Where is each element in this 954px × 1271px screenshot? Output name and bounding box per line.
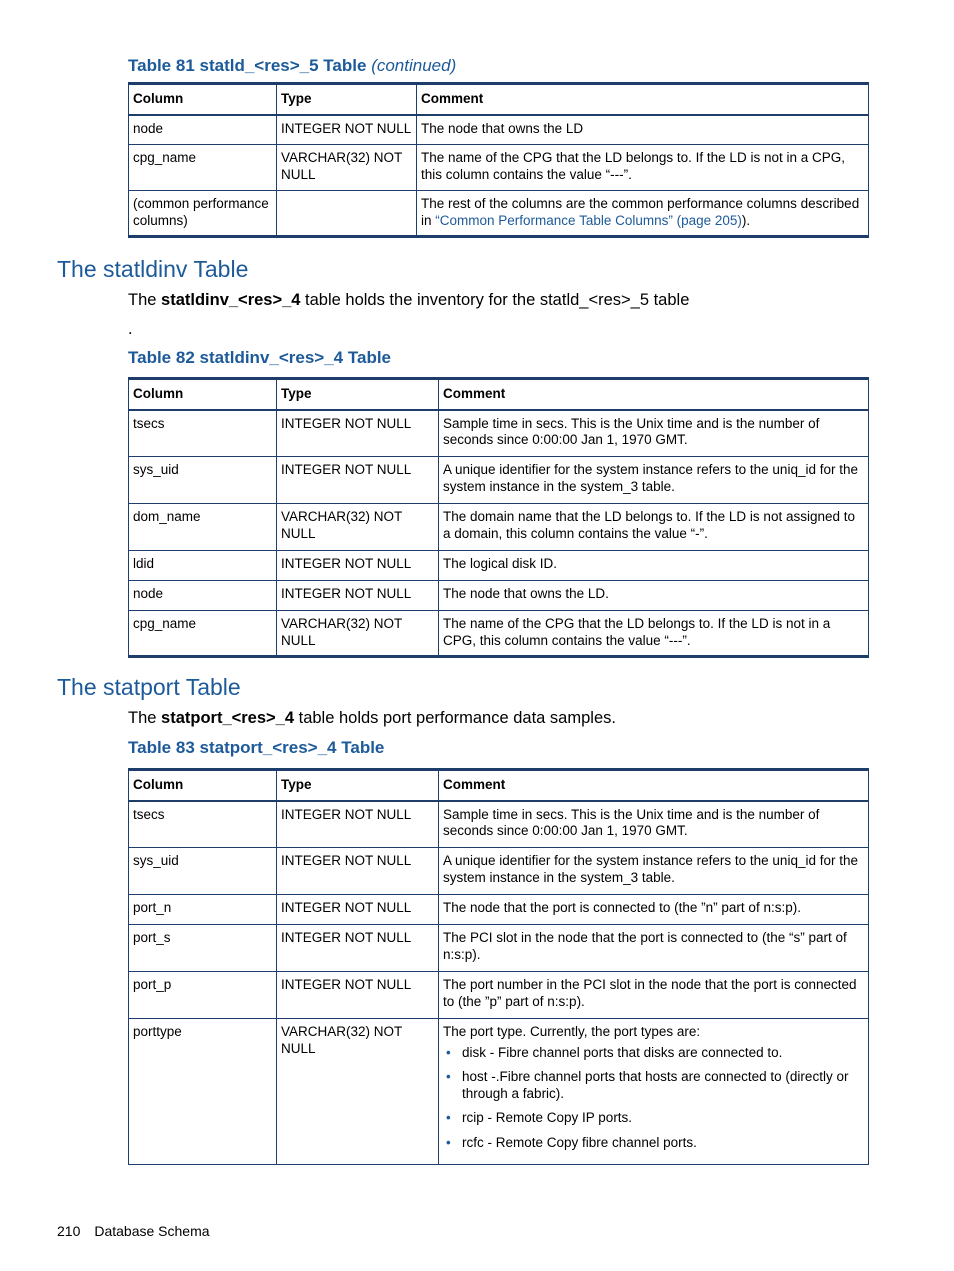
page-footer bbox=[57, 1222, 210, 1240]
list-item-text: rcfc - Remote Copy fibre channel ports. bbox=[462, 1134, 697, 1150]
table-81-caption-text: Table 81 statld_<res>_5 Table bbox=[128, 56, 367, 75]
para-bold-table-name: statport_<res>_4 bbox=[161, 709, 295, 727]
comment-text: The rest of the columns are the common performance columns described in bbox=[421, 196, 860, 228]
page-number: 210 bbox=[57, 1223, 81, 1239]
bullet-icon: • bbox=[446, 1069, 451, 1084]
port-types-list bbox=[443, 1045, 864, 1152]
column-cell: port_s bbox=[129, 925, 277, 972]
para-bold-table-name: statldinv_<res>_4 bbox=[161, 291, 301, 309]
statldinv-paragraph bbox=[128, 289, 689, 311]
list-item-text: rcip - Remote Copy IP ports. bbox=[462, 1110, 633, 1125]
comment-header: Comment bbox=[439, 770, 869, 801]
table-82 bbox=[128, 377, 869, 658]
statldinv-trailing-period: . bbox=[128, 320, 133, 338]
table-header-row bbox=[129, 770, 869, 801]
list-item bbox=[443, 1110, 864, 1127]
table-row bbox=[129, 1019, 869, 1165]
table-row bbox=[129, 801, 869, 848]
bullet-icon: • bbox=[446, 1110, 451, 1125]
table-row bbox=[129, 972, 869, 1019]
type-cell bbox=[277, 191, 417, 237]
table-82-caption: Table 82 statldinv_<res>_4 Table bbox=[128, 348, 392, 367]
column-cell: node bbox=[129, 581, 277, 611]
comment-cell: Sample time in secs. This is the Unix time and is the number of seconds since 0:00:00 Jan 1, 1970 GMT. bbox=[439, 801, 869, 848]
column-cell: port_n bbox=[129, 895, 277, 925]
type-cell: INTEGER NOT NULL bbox=[277, 895, 439, 925]
statldinv-heading: The statldinv Table bbox=[57, 256, 249, 282]
type-cell: INTEGER NOT NULL bbox=[277, 410, 439, 457]
column-cell: dom_name bbox=[129, 504, 277, 551]
list-item bbox=[443, 1045, 864, 1062]
comment-cell: A unique identifier for the system instance refers to the uniq_id for the system instance in the system_3 table. bbox=[439, 457, 869, 504]
comment-header: Comment bbox=[439, 379, 869, 410]
type-cell: INTEGER NOT NULL bbox=[277, 581, 439, 611]
para-text: The bbox=[128, 291, 162, 309]
common-performance-columns-link[interactable]: “Common Performance Table Columns” (page 205) bbox=[435, 212, 742, 228]
comment-text: The port type. Currently, the port types are: bbox=[443, 1024, 701, 1039]
type-cell: INTEGER NOT NULL bbox=[277, 848, 439, 895]
column-cell: cpg_name bbox=[129, 611, 277, 657]
comment-cell: The logical disk ID. bbox=[439, 551, 869, 581]
table-row bbox=[129, 457, 869, 504]
statport-heading: The statport Table bbox=[57, 674, 241, 700]
comment-header: Comment bbox=[417, 84, 869, 115]
comment-cell: The node that owns the LD bbox=[417, 115, 869, 145]
comment-cell: Sample time in secs. This is the Unix time and is the number of seconds since 0:00:00 Jan 1, 1970 GMT. bbox=[439, 410, 869, 457]
type-cell: VARCHAR(32) NOT NULL bbox=[277, 504, 439, 551]
column-cell: cpg_name bbox=[129, 145, 277, 191]
column-cell: node bbox=[129, 115, 277, 145]
type-cell: VARCHAR(32) NOT NULL bbox=[277, 611, 439, 657]
type-header: Type bbox=[277, 379, 439, 410]
column-cell: sys_uid bbox=[129, 848, 277, 895]
table-row bbox=[129, 115, 869, 145]
table-row bbox=[129, 145, 869, 191]
type-cell: VARCHAR(32) NOT NULL bbox=[277, 145, 417, 191]
bullet-icon: • bbox=[446, 1134, 451, 1150]
para-text: The bbox=[128, 709, 162, 727]
comment-cell: The domain name that the LD belongs to. If the LD is not assigned to a domain, this column contains the value “-”. bbox=[439, 504, 869, 551]
type-header: Type bbox=[277, 84, 417, 115]
table-83-caption: Table 83 statport_<res>_4 Table bbox=[128, 738, 385, 757]
comment-cell: The node that owns the LD. bbox=[439, 581, 869, 611]
table-row bbox=[129, 504, 869, 551]
type-cell: INTEGER NOT NULL bbox=[277, 457, 439, 504]
type-cell: VARCHAR(32) NOT NULL bbox=[277, 1019, 439, 1165]
column-cell: port_p bbox=[129, 972, 277, 1019]
column-cell: (common performance columns) bbox=[129, 191, 277, 237]
column-cell: sys_uid bbox=[129, 457, 277, 504]
table-81-caption-continued: (continued) bbox=[371, 56, 457, 75]
para-text: table holds port performance data samples. bbox=[294, 709, 616, 727]
table-83 bbox=[128, 768, 869, 1165]
comment-text-end: ). bbox=[741, 212, 751, 228]
comment-cell: The name of the CPG that the LD belongs to. If the LD is not in a CPG, this column contains the value “---”. bbox=[417, 145, 869, 191]
column-header: Column bbox=[129, 379, 277, 410]
type-cell: INTEGER NOT NULL bbox=[277, 972, 439, 1019]
comment-cell: The name of the CPG that the LD belongs to. If the LD is not in a CPG, this column contains the value “---”. bbox=[439, 611, 869, 657]
table-81 bbox=[128, 82, 869, 238]
column-header: Column bbox=[129, 770, 277, 801]
table-row bbox=[129, 551, 869, 581]
column-cell: tsecs bbox=[129, 801, 277, 848]
bullet-icon: • bbox=[446, 1044, 451, 1060]
comment-cell bbox=[417, 191, 869, 237]
table-row bbox=[129, 925, 869, 972]
type-cell: INTEGER NOT NULL bbox=[277, 115, 417, 145]
para-text: table holds the inventory for the statld_<res>_5 table bbox=[300, 291, 690, 309]
table-row bbox=[129, 410, 869, 457]
list-item bbox=[443, 1069, 864, 1102]
type-cell: INTEGER NOT NULL bbox=[277, 801, 439, 848]
column-header: Column bbox=[129, 84, 277, 115]
table-row bbox=[129, 191, 869, 237]
table-header-row bbox=[129, 84, 869, 115]
comment-cell: The port number in the PCI slot in the node that the port is connected to (the ”p” part of n:s:p). bbox=[439, 972, 869, 1019]
statport-paragraph bbox=[128, 707, 616, 729]
footer-section-title: Database Schema bbox=[94, 1223, 210, 1239]
column-cell: ldid bbox=[129, 551, 277, 581]
type-header: Type bbox=[277, 770, 439, 801]
comment-cell: The node that the port is connected to (the ”n” part of n:s:p). bbox=[439, 895, 869, 925]
table-row bbox=[129, 848, 869, 895]
list-item-text: disk - Fibre channel ports that disks are connected to. bbox=[462, 1044, 783, 1060]
table-row bbox=[129, 611, 869, 657]
type-cell: INTEGER NOT NULL bbox=[277, 925, 439, 972]
comment-cell: A unique identifier for the system instance refers to the uniq_id for the system instance in the system_3 table. bbox=[439, 848, 869, 895]
column-cell: porttype bbox=[129, 1019, 277, 1165]
type-cell: INTEGER NOT NULL bbox=[277, 551, 439, 581]
comment-cell bbox=[439, 1019, 869, 1165]
list-item-text: host -.Fibre channel ports that hosts are connected to (directly or through a fabric). bbox=[462, 1069, 849, 1101]
table-row bbox=[129, 581, 869, 611]
table-row bbox=[129, 895, 869, 925]
list-item bbox=[443, 1135, 864, 1152]
comment-cell: The PCI slot in the node that the port is connected to (the “s” part of n:s:p). bbox=[439, 925, 869, 972]
table-header-row bbox=[129, 379, 869, 410]
column-cell: tsecs bbox=[129, 410, 277, 457]
table-81-caption bbox=[128, 55, 456, 77]
